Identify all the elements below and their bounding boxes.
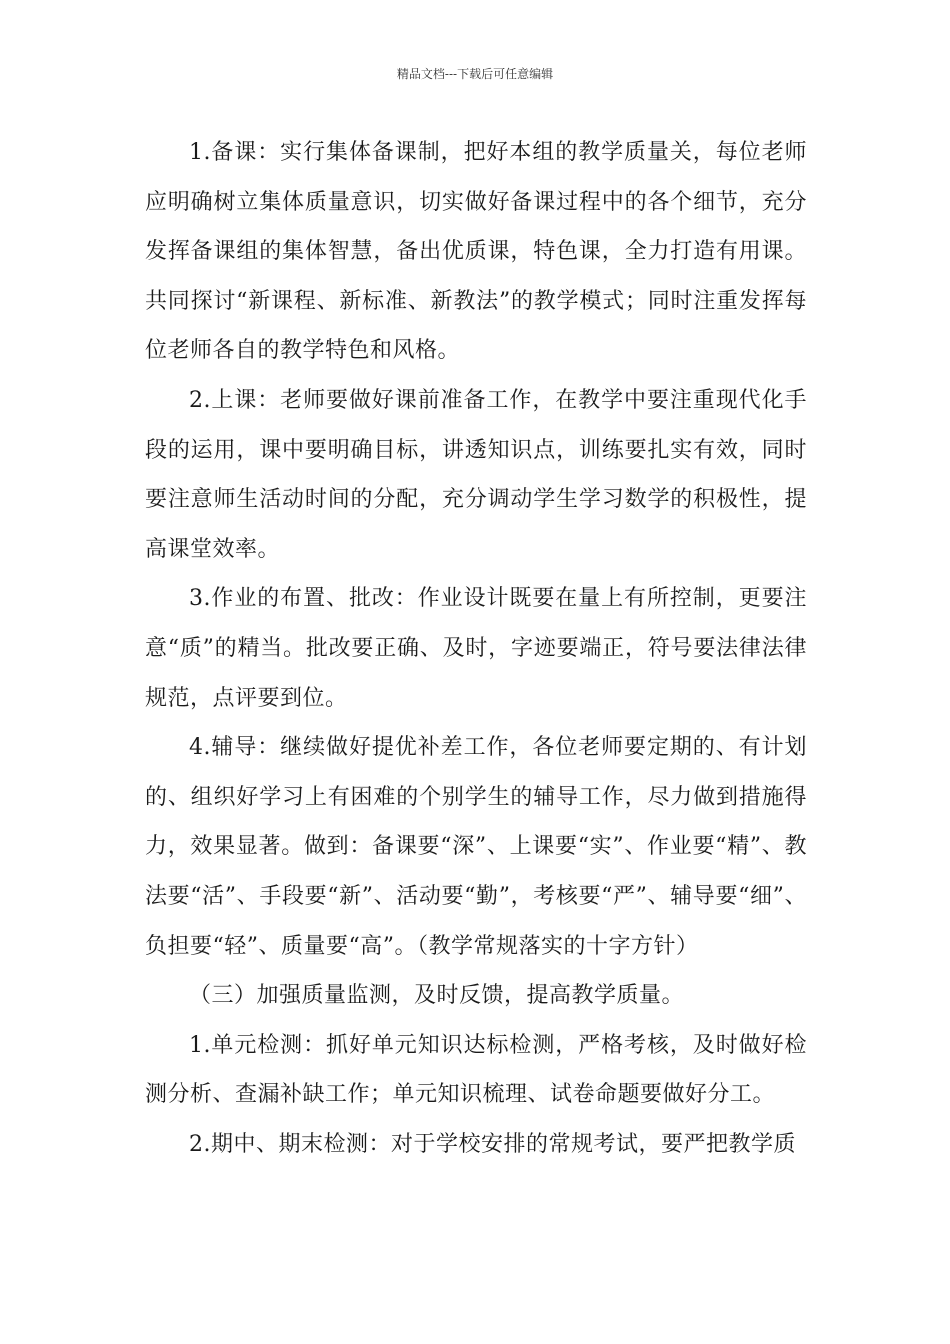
section-heading-quality-monitoring: （三）加强质量监测，及时反馈，提高教学质量。 xyxy=(189,983,685,1009)
page-header: 精品文档---下载后可任意编辑 xyxy=(396,67,554,81)
paragraph-teaching: 2.上课：老师要做好课前准备工作，在教学中要注重现代化手段的运用，课中要明确目标，讲透知识点，训练要扎实有效，同时要注意师生活动时间的分配，充分调动学生学习数学的积极性，提高课堂效率。 xyxy=(145,387,807,562)
paragraph-unit-test: 1.单元检测：抓好单元知识达标检测，严格考核，及时做好检测分析、查漏补缺工作；单元知识梳理、试卷命题要做好分工。 xyxy=(145,1032,807,1108)
paragraph-lesson-prep: 1.备课：实行集体备课制，把好本组的教学质量关，每位老师应明确树立集体质量意识，切实做好备课过程中的各个细节，充分发挥备课组的集体智慧，备出优质课，特色课，全力打造有用课。共同探讨“新课程、新标准、新教法”的教学模式；同时注重发挥每位老师各自的教学特色和风格。 xyxy=(145,140,807,364)
paragraph-tutoring: 4.辅导：继续做好提优补差工作，各位老师要定期的、有计划的、组织好学习上有困难的个别学生的辅导工作，尽力做到措施得力，效果显著。做到：备课要“深”、上课要“实”、作业要“精”、教法要“活”、手段要“新”、活动要“勤”，考核要“严”、辅导要“细”、负担要“轻”、质量要“高”。（教学常规落实的十字方针） xyxy=(145,735,808,959)
document-body xyxy=(145,128,807,1169)
paragraph-homework: 3.作业的布置、批改：作业设计既要在量上有所控制，更要注意“质”的精当。批改要正确、及时，字迹要端正，符号要法律法律规范，点评要到位。 xyxy=(145,586,807,711)
paragraph-term-exams: 2.期中、期末检测：对于学校安排的常规考试，要严把教学质 xyxy=(189,1131,796,1157)
